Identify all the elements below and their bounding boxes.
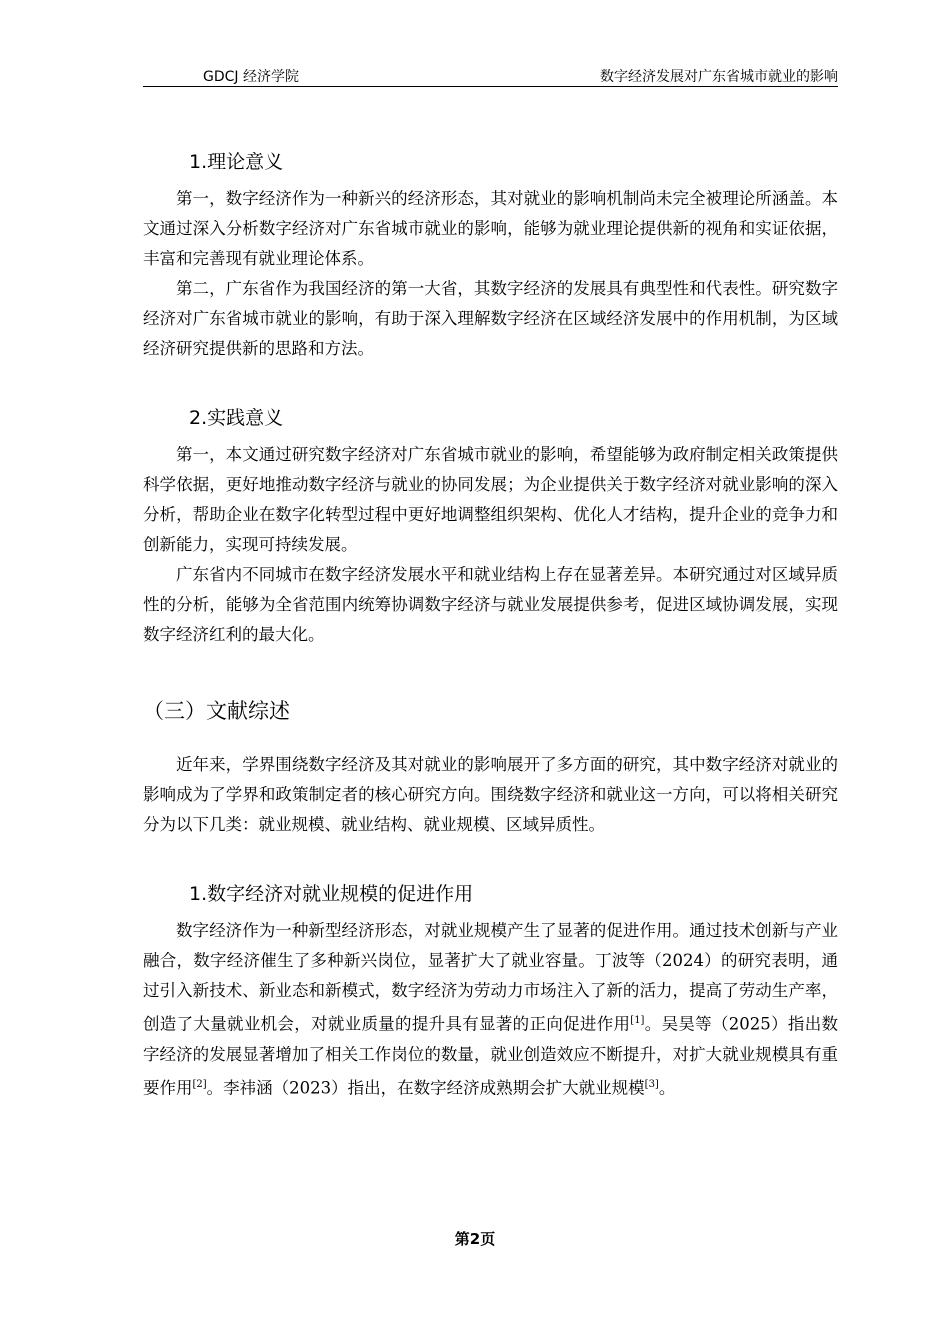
paragraph: 第二，广东省作为我国经济的第一大省，其数字经济的发展具有典型性和代表性。研究数字经济对广东省城市就业的影响，有助于深入理解数字经济在区域经济发展中的作用机制，为区域经济研究提供新的思路和方法。 [143, 279, 838, 358]
text-run: 数字经济作为一种新型经济形态，对就业规模产生了显著的促进作用。通过技术创新与产业融合，数字经济催生了多种新兴岗位，显著扩大了就业容量。丁波等（2024）的研究表明，通过引入新技术、新业态和新模式，数字经济为劳动力市场注入了新的活力，提高了劳动生产率，创造了大量就业机会，对就业质量的提升具有显著的正向促进作用 [143, 921, 838, 1034]
citation: [1] [630, 1015, 645, 1026]
paragraph: 第一，本文通过研究数字经济对广东省城市就业的影响，希望能够为政府制定相关政策提供科学依据，更好地推动数字经济与就业的协同发展；为企业提供关于数字经济对就业影响的深入分析，帮助企业在数字化转型过程中更好地调整组织架构、优化人才结构，提升企业的竞争力和创新能力，实现可持续发展。 [143, 445, 838, 554]
section-title-practice: 2.实践意义 [189, 407, 284, 429]
text-run: 。 [658, 1078, 676, 1097]
paragraph [143, 916, 838, 1103]
header-right: 数字经济发展对广东省城市就业的影响 [600, 69, 838, 85]
paragraph: 近年来，学界围绕数字经济及其对就业的影响展开了多方面的研究，其中数字经济对就业的影响成为了学界和政策制定者的核心研究方向。围绕数字经济和就业这一方向，可以将相关研究分为以下几类：就业规模、就业结构、就业规模、区域异质性。 [143, 755, 838, 834]
section-title-scale: 1.数字经济对就业规模的促进作用 [189, 883, 474, 905]
text-run: 。李祎涵（2023）指出，在数字经济成熟期会扩大就业规模 [206, 1078, 645, 1097]
section-title-literature: （三）文献综述 [143, 699, 290, 723]
citation: [2] [192, 1078, 207, 1090]
section-title-theory: 1.理论意义 [189, 151, 284, 173]
paragraph: 广东省内不同城市在数字经济发展水平和就业结构上存在显著差异。本研究通过对区域异质性的分析，能够为全省范围内统筹协调数字经济与就业发展提供参考，促进区域协调发展，实现数字经济红利的最大化。 [143, 565, 838, 644]
header-left: GDCJ 经济学院 [203, 69, 299, 85]
page-header [143, 64, 838, 87]
page-number: 第2页 [454, 1230, 496, 1248]
text-run: 。吴昊等（2025）指出数字经济的发展显著增加了相关工作岗位的数量，就业创造效应不断提升，对扩大就业规模具有重要作用 [143, 1014, 838, 1097]
paragraph: 第一，数字经济作为一种新兴的经济形态，其对就业的影响机制尚未完全被理论所涵盖。本文通过深入分析数字经济对广东省城市就业的影响，能够为就业理论提供新的视角和实证依据，丰富和完善现有就业理论体系。 [143, 189, 838, 268]
citation: [3] [644, 1078, 659, 1090]
page-content [143, 148, 838, 1103]
